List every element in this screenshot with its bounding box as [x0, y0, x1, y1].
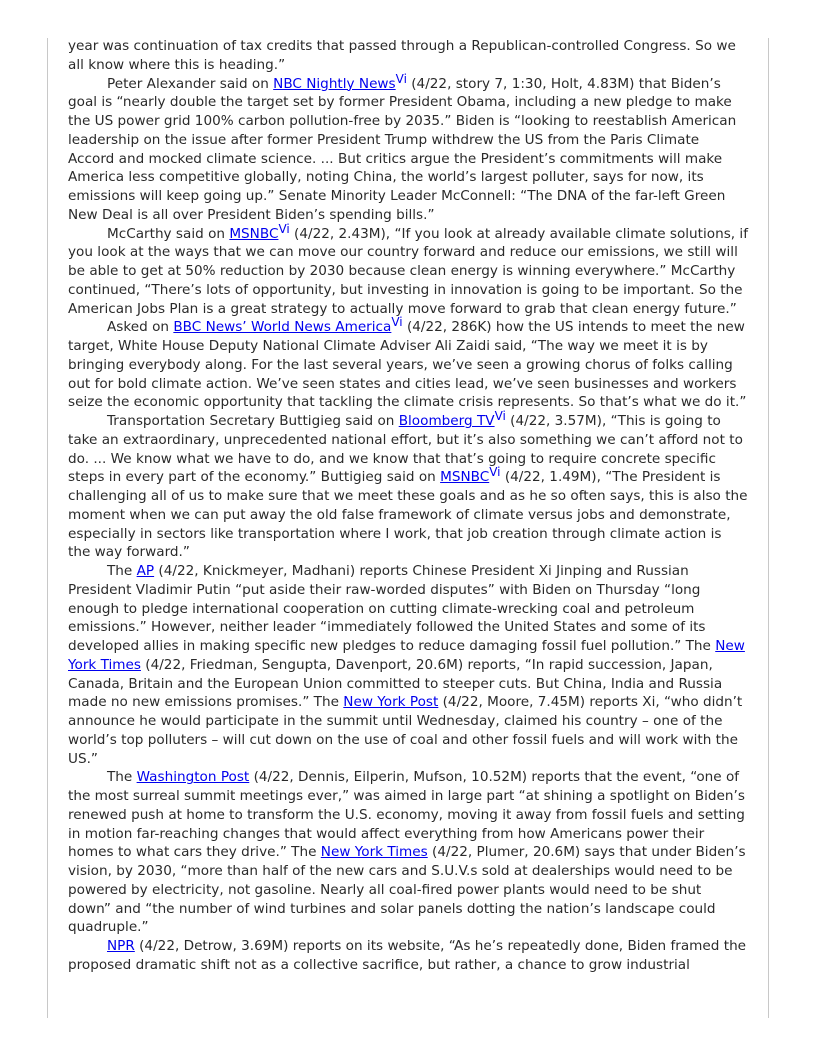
paragraph-text: (4/22, Knickmeyer, Madhani) reports Chinese President Xi Jinping and Russian President Vladimir Putin “put aside their raw-worded disputes” with Biden on Thursday “long enough to pledge international cooperation on cutting climate-wrecking coal and petroleum emissions.” However, neither leader “immediately followed the United States and some of its developed allies in making specific new pledges to reduce damaging fossil fuel pollution.” The: [68, 563, 716, 654]
paragraph: [68, 768, 748, 937]
video-indicator[interactable]: Vi: [395, 71, 407, 86]
document-body: [68, 37, 748, 975]
paragraph-text: The: [107, 563, 137, 579]
paragraph: [68, 221, 748, 319]
paragraph-text: Peter Alexander said on: [107, 75, 274, 92]
paragraph-text: (4/22, Dennis, Eilperin, Mufson, 10.52M) reports that the event, “one of the most surreal summit meetings ever,” was aimed in large part “at shining a spotlight on Biden’s renewed push at home to transform the U.S. economy, moving it away from fossil fuels and setting in motion far-reaching changes that would affect everything from how Americans power their homes to what cars they drive.” The: [68, 769, 745, 861]
source-link[interactable]: Washington Post: [136, 769, 250, 786]
paragraph-text: (4/22, 1.49M), “The President is challenging all of us to make sure that we meet these goals and as he so often says, this is also the moment when we can put away the old false framework of climate versus jobs and demonstrate, especially in sectors like transportation where I work, that job creation through climate action is the way forward.”: [68, 469, 748, 561]
paragraph-text: (4/22, Plumer, 20.6M) says that under Biden’s vision, by 2030, “more than half of the new cars and S.U.V.s sold at dealerships would need to be powered by electricity, not gasoline. Nearly all coal-fired power plants would need to be shut down” and “the number of wind turbines and solar panels dotting the nation’s landscape could quadruple.”: [68, 844, 746, 936]
source-link[interactable]: BBC News’ World News America: [173, 319, 392, 336]
paragraph-text: Transportation Secretary Buttigieg said on: [107, 413, 399, 429]
source-link[interactable]: MSNBC: [229, 225, 279, 242]
source-link[interactable]: AP: [136, 563, 155, 579]
paragraph-text: (4/22, Detrow, 3.69M) reports on its website, “As he’s repeatedly done, Biden framed the proposed dramatic shift not as a collective sacrifice, but rather, a chance to grow industrial: [68, 938, 747, 973]
paragraph: [68, 937, 748, 975]
page-right-rule: [768, 38, 769, 1018]
video-indicator[interactable]: Vi: [278, 221, 290, 236]
paragraph: [68, 71, 748, 225]
source-link[interactable]: MSNBC: [440, 469, 490, 486]
paragraph-text: (4/22, 286K) how the US intends to meet the new target, White House Deputy National Climate Adviser Ali Zaidi said, “The way we meet it is by bringing everybody along. For the last several years, we’ve seen a growing chorus of folks calling out for bold climate action. We’ve seen states and cities lead, we’ve seen businesses and workers seize the economic opportunity that tackling the climate crisis represents. So that’s what we do it.”: [68, 319, 747, 411]
paragraph: [68, 562, 748, 768]
paragraph-text: year was continuation of tax credits that passed through a Republican-controlled Congress. So we all know where this is heading.”: [68, 38, 736, 73]
source-link[interactable]: New York Times: [320, 844, 428, 861]
paragraph: [68, 409, 748, 562]
source-link[interactable]: New York Post: [343, 694, 439, 711]
paragraph-text: The: [107, 769, 137, 786]
video-indicator[interactable]: Vi: [489, 465, 501, 480]
paragraph-text: McCarthy said on: [107, 225, 230, 242]
paragraph-text: (4/22, story 7, 1:30, Holt, 4.83M) that Biden’s goal is “nearly double the target set by former President Obama, including a new pledge to make the US power grid 100% carbon pollution-free by 2035.” Biden is “looking to reestablish American leadership on the issue after former President Trump withdrew the US from the Paris Climate Accord and mocked climate science. ... But critics argue the President’s commitments will make America less competitive globally, noting China, the world’s largest polluter, says for now, its emissions will keep going up.” Senate Minority Leader McConnell: “The DNA of the far-left Green New Deal is all over President Biden’s spending bills.”: [68, 75, 737, 223]
paragraph-text: (4/22, Moore, 7.45M) reports Xi, “who didn’t announce he would participate in the summit until Wednesday, claimed his country – one of the world’s top polluters – will cut down on the use of coal and other fossil fuels and will work with the US.”: [68, 694, 743, 767]
source-link[interactable]: NPR: [107, 938, 135, 954]
source-link[interactable]: Bloomberg TV: [398, 413, 495, 429]
paragraph-text: (4/22, Friedman, Sengupta, Davenport, 20.6M) reports, “In rapid succession, Japan, Canada, Britain and the European Union committed to steeper cuts. But China, India and Russia made no new emissions promises.” The: [68, 656, 723, 711]
paragraph: [68, 37, 748, 75]
paragraph-text: (4/22, 3.57M), “This is going to take an extraordinary, unprecedented national effort, but it’s also something we can’t afford not to do. ... We know what we have to do, and we know that that’s going to require concrete specific steps in every part of the economy.” Buttigieg said on: [68, 413, 743, 486]
source-link[interactable]: NBC Nightly News: [273, 75, 396, 92]
video-indicator[interactable]: Vi: [494, 409, 506, 423]
video-indicator[interactable]: Vi: [391, 315, 403, 330]
paragraph-text: Asked on: [107, 319, 174, 336]
page-left-rule: [47, 38, 48, 1018]
paragraph: [68, 315, 748, 412]
paragraph-text: (4/22, 2.43M), “If you look at already available climate solutions, if you look at the ways that we can move our country forward and reduce our emissions, we still will be able to get at 50% reduction by 2030 because clean energy is winning everywhere.” McCarthy continued, “There’s lots of opportunity, but investing in innovation is going to be important. So the American Jobs Plan is a great strategy to actually move forward to grab that clean energy future.”: [68, 225, 748, 317]
source-link[interactable]: New York Times: [68, 638, 745, 673]
